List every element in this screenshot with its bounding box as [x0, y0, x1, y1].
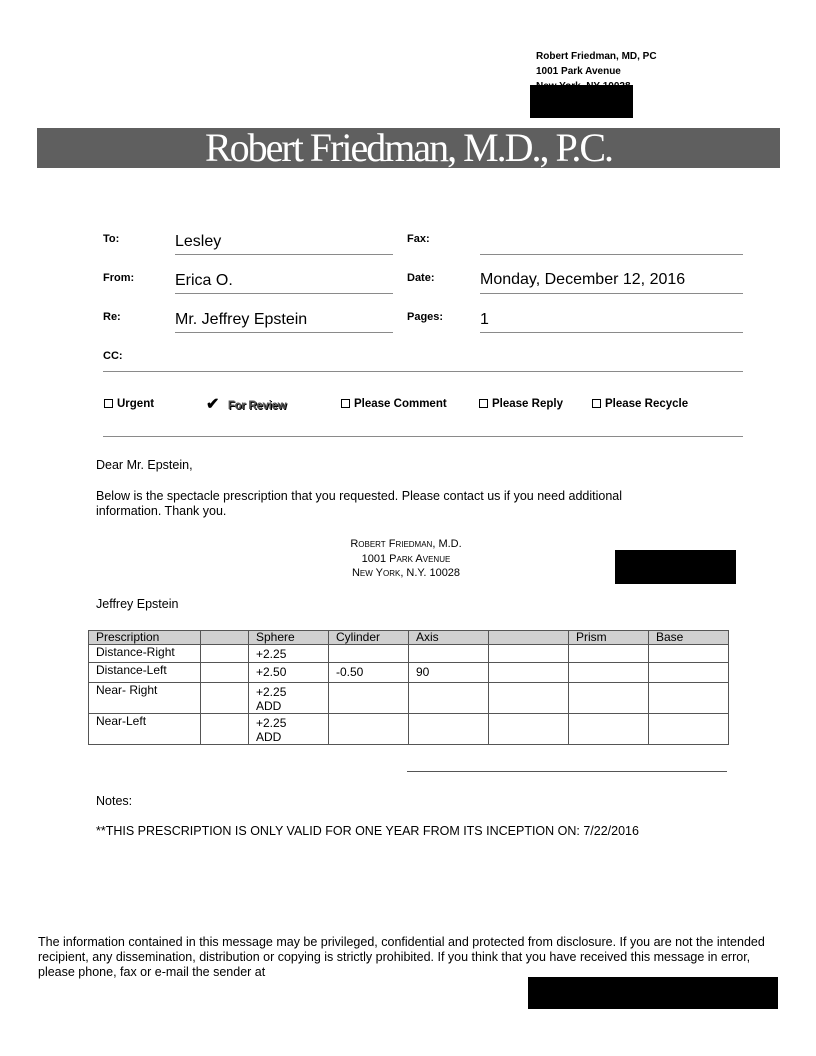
- table-cell: [409, 645, 489, 663]
- table-cell: Near-Left: [89, 714, 201, 745]
- table-cell: [201, 683, 249, 714]
- for-review-label: For Review: [227, 400, 287, 412]
- table-cell: [649, 683, 729, 714]
- re-value: Mr. Jeffrey Epstein: [175, 311, 308, 328]
- table-cell: [489, 645, 569, 663]
- from-label: From:: [103, 272, 135, 284]
- doctor-address-line: New York, N.Y. 10028: [351, 567, 461, 579]
- re-label: Re:: [103, 311, 121, 323]
- doctor-address: [300, 537, 512, 581]
- prescription-table: [88, 630, 729, 745]
- table-cell: [201, 714, 249, 745]
- checkbox-empty-icon: [479, 399, 488, 408]
- divider: [175, 254, 393, 255]
- table-cell: +2.50: [249, 663, 329, 683]
- table-row: [89, 645, 729, 663]
- table-cell: [409, 714, 489, 745]
- table-header-cell: [489, 631, 569, 645]
- table-cell: 90: [409, 663, 489, 683]
- table-row: [89, 683, 729, 714]
- table-header-cell: Prism: [569, 631, 649, 645]
- from-value: Erica O.: [175, 272, 233, 289]
- redaction-box: [530, 85, 633, 118]
- table-cell: Near- Right: [89, 683, 201, 714]
- redaction-box: [615, 550, 736, 584]
- table-cell: [201, 663, 249, 683]
- letterhead-banner: [37, 125, 780, 170]
- urgent-label: Urgent: [117, 398, 155, 410]
- table-cell: Distance-Left: [89, 663, 201, 683]
- please-recycle-checkbox: [592, 398, 688, 410]
- return-address-line: 1001 Park Avenue: [536, 66, 621, 77]
- table-cell: [569, 683, 649, 714]
- table-cell: [409, 683, 489, 714]
- table-header-cell: Prescription: [89, 631, 201, 645]
- table-cell: [649, 663, 729, 683]
- divider: [175, 293, 393, 294]
- checkbox-empty-icon: [104, 399, 113, 408]
- pages-value: 1: [480, 311, 489, 328]
- divider: [103, 436, 743, 437]
- table-cell: [489, 663, 569, 683]
- table-row: [89, 663, 729, 683]
- table-cell: +2.25 ADD: [249, 714, 329, 745]
- table-cell: [569, 663, 649, 683]
- table-cell: [569, 714, 649, 745]
- table-cell: [649, 645, 729, 663]
- table-cell: [329, 714, 409, 745]
- letter-body: Below is the spectacle prescription that you requested. Please contact us if you need additional information. Thank you.: [96, 489, 623, 518]
- doctor-address-line: Robert Friedman, M.D.: [350, 538, 462, 550]
- validity-notice: **THIS PRESCRIPTION IS ONLY VALID FOR ONE YEAR FROM ITS INCEPTION ON: 7/22/2016: [96, 824, 639, 838]
- date-value: Monday, December 12, 2016: [480, 271, 686, 288]
- table-header-cell: Base: [649, 631, 729, 645]
- table-header-cell: Cylinder: [329, 631, 409, 645]
- table-cell: [569, 645, 649, 663]
- checkbox-empty-icon: [341, 399, 350, 408]
- table-cell: +2.25 ADD: [249, 683, 329, 714]
- divider: [480, 293, 743, 294]
- fax-label: Fax:: [407, 233, 430, 245]
- table-cell: [329, 645, 409, 663]
- table-cell: [201, 645, 249, 663]
- table-cell: -0.50: [329, 663, 409, 683]
- please-reply-label: Please Reply: [492, 398, 563, 410]
- divider: [480, 332, 743, 333]
- return-address-line: Robert Friedman, MD, PC: [536, 51, 657, 62]
- table-header-cell: Axis: [409, 631, 489, 645]
- patient-name: Jeffrey Epstein: [96, 597, 179, 611]
- notes-label: Notes:: [96, 794, 133, 808]
- confidentiality-disclaimer: The information contained in this message may be privileged, confidential and protected from disclosure. If you are not the intended recipient, any dissemination, distribution or copying is strictly prohibited. If you think that you have received this message in error, please phone, fax or e-mail the sender at: [38, 935, 765, 979]
- doctor-address-line: 1001 Park Avenue: [361, 552, 451, 565]
- salutation: Dear Mr. Epstein,: [96, 458, 193, 472]
- please-comment-label: Please Comment: [354, 398, 447, 410]
- table-cell: [649, 714, 729, 745]
- table-row: [89, 714, 729, 745]
- table-header-cell: [201, 631, 249, 645]
- please-comment-checkbox: [341, 398, 447, 410]
- letterhead-title: Robert Friedman, M.D., P.C.: [204, 125, 613, 170]
- redaction-box: [528, 977, 778, 1009]
- to-value: Lesley: [175, 233, 222, 250]
- signature-line: [407, 771, 727, 772]
- divider: [103, 371, 743, 372]
- table-header-cell: Sphere: [249, 631, 329, 645]
- please-recycle-label: Please Recycle: [605, 398, 689, 410]
- table-cell: [489, 683, 569, 714]
- table-cell: [329, 683, 409, 714]
- table-header-row: [89, 631, 729, 645]
- cc-label: CC:: [103, 350, 123, 362]
- divider: [480, 254, 743, 255]
- checkbox-empty-icon: [592, 399, 601, 408]
- date-label: Date:: [407, 272, 435, 284]
- table-cell: Distance-Right: [89, 645, 201, 663]
- pages-label: Pages:: [407, 311, 444, 323]
- checkmark-icon: ✔: [206, 396, 220, 413]
- table-cell: [489, 714, 569, 745]
- divider: [175, 332, 393, 333]
- to-label: To:: [103, 233, 120, 245]
- please-reply-checkbox: [479, 398, 563, 410]
- table-cell: +2.25: [249, 645, 329, 663]
- for-review-checkbox: [206, 394, 286, 414]
- urgent-checkbox: [104, 398, 154, 410]
